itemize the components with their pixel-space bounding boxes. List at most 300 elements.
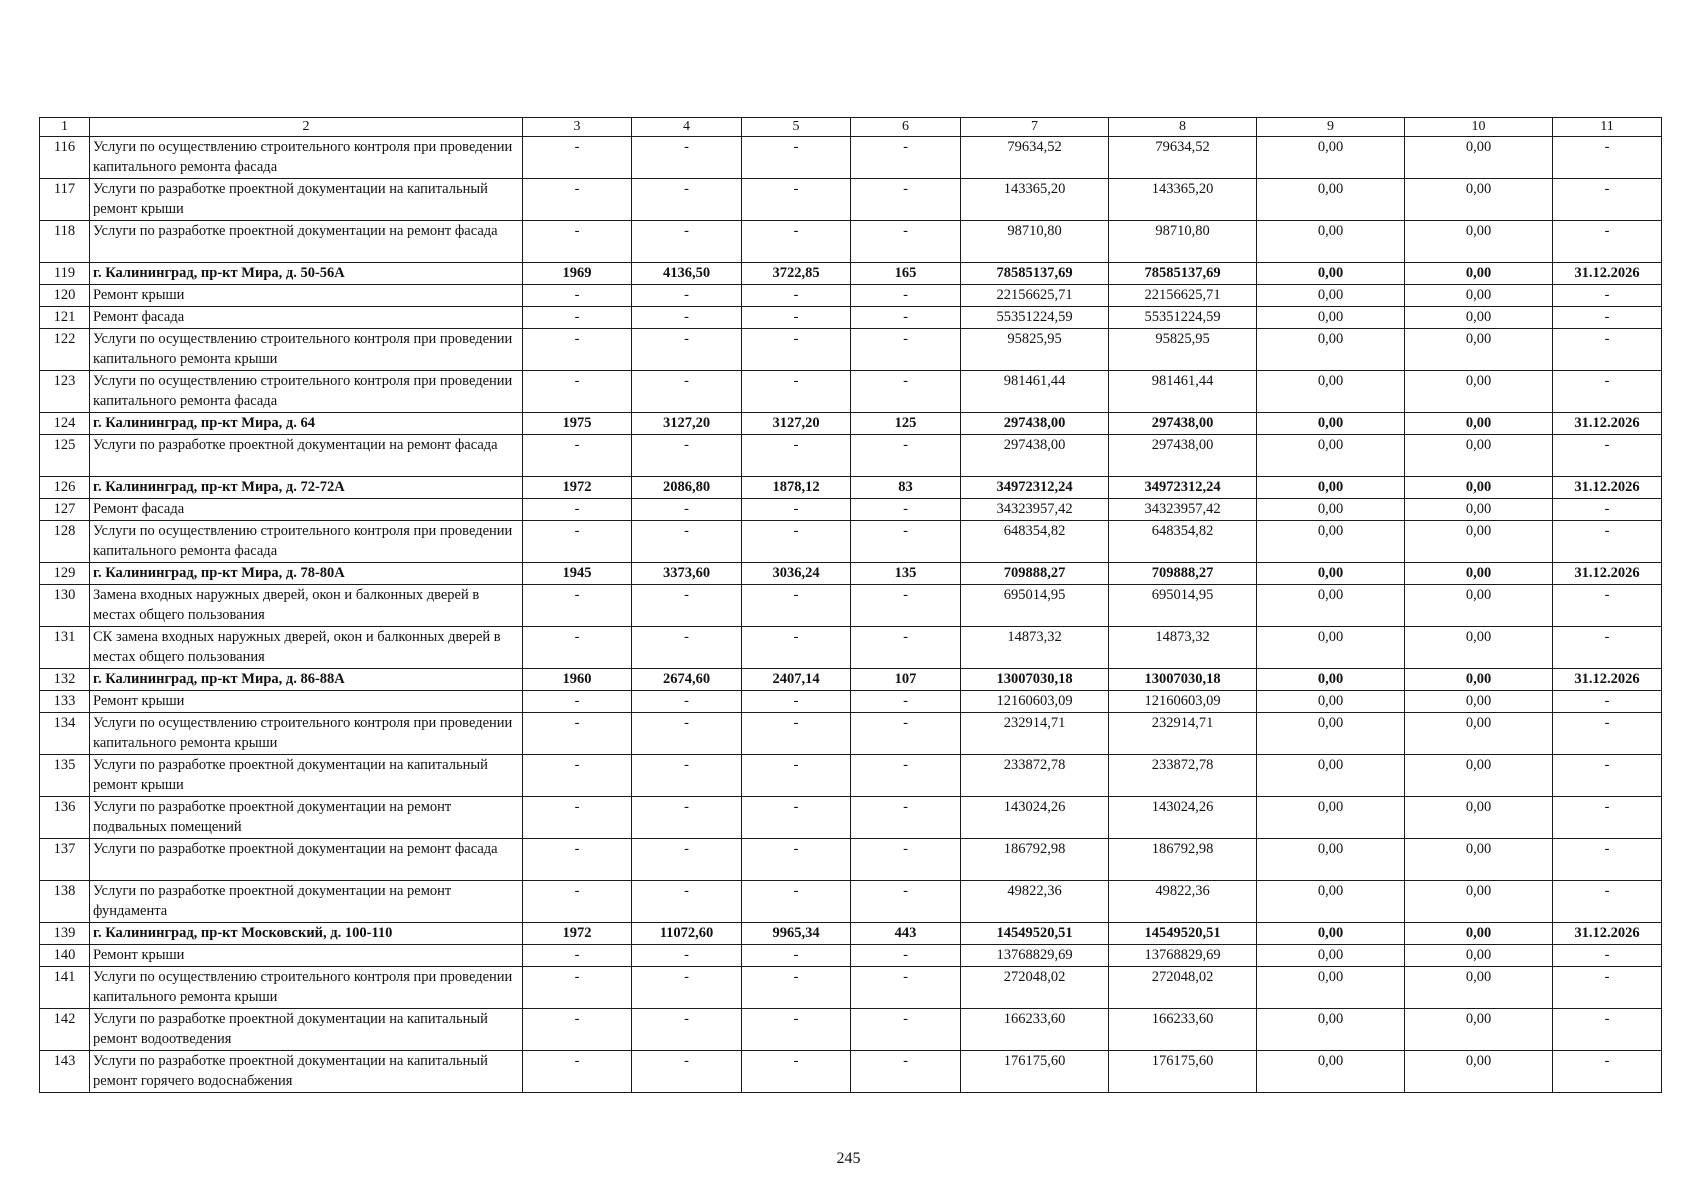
col-3-value: - [523,881,632,923]
column-number-header-row [40,118,1662,137]
col-4-value: - [632,755,742,797]
col-5-value: 3722,85 [742,263,851,285]
col-10-value: 0,00 [1405,563,1553,585]
col-3-value: 1972 [523,923,632,945]
col-4-value: - [632,285,742,307]
row-number: 118 [40,221,90,263]
col-8-value: 297438,00 [1109,413,1257,435]
col-8-value: 143365,20 [1109,179,1257,221]
col-11-value: - [1553,797,1662,839]
col-11-value: 31.12.2026 [1553,669,1662,691]
table-row [40,137,1662,179]
table-row [40,627,1662,669]
col-8-value: 22156625,71 [1109,285,1257,307]
col-6-value: - [851,713,961,755]
col-7-value: 709888,27 [961,563,1109,585]
col-6-value: - [851,839,961,881]
col-11-value: - [1553,945,1662,967]
table-row [40,713,1662,755]
work-name: Услуги по разработке проектной документации на капитальный ремонт горячего водоснабжения [90,1051,523,1093]
col-8-value: 981461,44 [1109,371,1257,413]
col-3-value: - [523,435,632,477]
col-3-value: - [523,839,632,881]
col-11-value: - [1553,691,1662,713]
col-11-value: 31.12.2026 [1553,263,1662,285]
col-10-value: 0,00 [1405,881,1553,923]
col-7-value: 232914,71 [961,713,1109,755]
col-8-value: 297438,00 [1109,435,1257,477]
column-number: 1 [40,118,90,137]
col-7-value: 143365,20 [961,179,1109,221]
work-name: СК замена входных наружных дверей, окон и балконных дверей в местах общего пользования [90,627,523,669]
col-7-value: 34972312,24 [961,477,1109,499]
column-number: 4 [632,118,742,137]
work-name: Услуги по разработке проектной документации на ремонт подвальных помещений [90,797,523,839]
col-5-value: - [742,499,851,521]
row-number: 120 [40,285,90,307]
col-8-value: 14549520,51 [1109,923,1257,945]
row-number: 141 [40,967,90,1009]
column-number: 7 [961,118,1109,137]
col-4-value: - [632,713,742,755]
row-number: 133 [40,691,90,713]
col-5-value: - [742,221,851,263]
col-9-value: 0,00 [1257,1009,1405,1051]
col-3-value: - [523,713,632,755]
col-8-value: 79634,52 [1109,137,1257,179]
work-name: Услуги по осуществлению строительного контроля при проведении капитального ремонта фасада [90,371,523,413]
table-row [40,285,1662,307]
col-10-value: 0,00 [1405,477,1553,499]
work-name: Услуги по осуществлению строительного контроля при проведении капитального ремонта крыши [90,329,523,371]
col-8-value: 98710,80 [1109,221,1257,263]
col-8-value: 34323957,42 [1109,499,1257,521]
col-11-value: - [1553,881,1662,923]
work-name: Ремонт фасада [90,499,523,521]
col-7-value: 13768829,69 [961,945,1109,967]
col-4-value: - [632,797,742,839]
col-3-value: - [523,221,632,263]
col-11-value: 31.12.2026 [1553,563,1662,585]
col-8-value: 695014,95 [1109,585,1257,627]
col-8-value: 13007030,18 [1109,669,1257,691]
col-10-value: 0,00 [1405,307,1553,329]
work-name: Ремонт крыши [90,285,523,307]
col-11-value: - [1553,179,1662,221]
address-row [40,669,1662,691]
col-11-value: - [1553,329,1662,371]
col-6-value: - [851,1009,961,1051]
col-5-value: - [742,967,851,1009]
column-number: 8 [1109,118,1257,137]
col-4-value: - [632,839,742,881]
col-9-value: 0,00 [1257,967,1405,1009]
col-7-value: 186792,98 [961,839,1109,881]
row-number: 121 [40,307,90,329]
col-6-value: - [851,435,961,477]
col-9-value: 0,00 [1257,413,1405,435]
col-5-value: - [742,179,851,221]
col-7-value: 79634,52 [961,137,1109,179]
col-3-value: 1975 [523,413,632,435]
col-5-value: - [742,755,851,797]
table-row [40,499,1662,521]
col-8-value: 49822,36 [1109,881,1257,923]
col-4-value: - [632,1051,742,1093]
table-row [40,691,1662,713]
address-row [40,477,1662,499]
col-4-value: 2674,60 [632,669,742,691]
row-number: 140 [40,945,90,967]
col-3-value: - [523,585,632,627]
col-11-value: - [1553,499,1662,521]
col-6-value: - [851,585,961,627]
col-3-value: - [523,521,632,563]
row-number: 135 [40,755,90,797]
table-row [40,371,1662,413]
col-9-value: 0,00 [1257,1051,1405,1093]
row-number: 119 [40,263,90,285]
col-9-value: 0,00 [1257,563,1405,585]
col-7-value: 14549520,51 [961,923,1109,945]
col-5-value: - [742,945,851,967]
row-number: 138 [40,881,90,923]
col-5-value: - [742,691,851,713]
col-6-value: - [851,691,961,713]
col-8-value: 232914,71 [1109,713,1257,755]
col-11-value: - [1553,1009,1662,1051]
col-9-value: 0,00 [1257,435,1405,477]
col-9-value: 0,00 [1257,329,1405,371]
work-name: г. Калининград, пр-кт Мира, д. 78-80А [90,563,523,585]
col-7-value: 12160603,09 [961,691,1109,713]
col-9-value: 0,00 [1257,691,1405,713]
row-number: 137 [40,839,90,881]
col-10-value: 0,00 [1405,179,1553,221]
row-number: 139 [40,923,90,945]
col-10-value: 0,00 [1405,585,1553,627]
col-9-value: 0,00 [1257,371,1405,413]
work-name: Услуги по разработке проектной документации на капитальный ремонт крыши [90,755,523,797]
col-7-value: 272048,02 [961,967,1109,1009]
col-10-value: 0,00 [1405,627,1553,669]
table-row [40,839,1662,881]
col-6-value: - [851,797,961,839]
col-4-value: - [632,881,742,923]
work-name: Замена входных наружных дверей, окон и балконных дверей в местах общего пользования [90,585,523,627]
col-5-value: - [742,881,851,923]
col-11-value: - [1553,967,1662,1009]
row-number: 129 [40,563,90,585]
col-5-value: - [742,839,851,881]
col-4-value: - [632,435,742,477]
col-11-value: - [1553,1051,1662,1093]
table-row [40,967,1662,1009]
col-10-value: 0,00 [1405,221,1553,263]
col-6-value: - [851,285,961,307]
col-5-value: - [742,329,851,371]
col-10-value: 0,00 [1405,923,1553,945]
col-3-value: - [523,179,632,221]
work-name: г. Калининград, пр-кт Мира, д. 72-72А [90,477,523,499]
col-10-value: 0,00 [1405,1051,1553,1093]
column-number: 2 [90,118,523,137]
row-number: 131 [40,627,90,669]
work-name: Услуги по разработке проектной документации на ремонт фундамента [90,881,523,923]
col-5-value: - [742,435,851,477]
col-4-value: - [632,371,742,413]
col-11-value: - [1553,371,1662,413]
col-7-value: 176175,60 [961,1051,1109,1093]
col-10-value: 0,00 [1405,839,1553,881]
col-9-value: 0,00 [1257,285,1405,307]
col-7-value: 233872,78 [961,755,1109,797]
col-11-value: 31.12.2026 [1553,477,1662,499]
address-row [40,923,1662,945]
work-name: Услуги по разработке проектной документации на капитальный ремонт крыши [90,179,523,221]
col-6-value: - [851,499,961,521]
col-3-value: 1969 [523,263,632,285]
col-5-value: - [742,1009,851,1051]
col-8-value: 14873,32 [1109,627,1257,669]
col-9-value: 0,00 [1257,221,1405,263]
col-7-value: 14873,32 [961,627,1109,669]
work-name: г. Калининград, пр-кт Мира, д. 50-56А [90,263,523,285]
table-row [40,307,1662,329]
column-number: 9 [1257,118,1405,137]
row-number: 143 [40,1051,90,1093]
col-9-value: 0,00 [1257,179,1405,221]
col-4-value: - [632,585,742,627]
col-6-value: 165 [851,263,961,285]
col-6-value: 83 [851,477,961,499]
row-number: 122 [40,329,90,371]
col-9-value: 0,00 [1257,713,1405,755]
col-11-value: - [1553,839,1662,881]
col-5-value: - [742,285,851,307]
col-5-value: 3036,24 [742,563,851,585]
table-row [40,797,1662,839]
col-4-value: - [632,945,742,967]
row-number: 128 [40,521,90,563]
col-4-value: - [632,499,742,521]
col-7-value: 695014,95 [961,585,1109,627]
work-name: Ремонт крыши [90,945,523,967]
col-8-value: 233872,78 [1109,755,1257,797]
col-10-value: 0,00 [1405,371,1553,413]
work-name: Ремонт крыши [90,691,523,713]
col-9-value: 0,00 [1257,755,1405,797]
col-4-value: - [632,627,742,669]
col-10-value: 0,00 [1405,755,1553,797]
table-row [40,521,1662,563]
col-5-value: - [742,1051,851,1093]
work-name: Услуги по осуществлению строительного контроля при проведении капитального ремонта крыши [90,967,523,1009]
col-3-value: 1945 [523,563,632,585]
col-8-value: 709888,27 [1109,563,1257,585]
work-name: Услуги по осуществлению строительного контроля при проведении капитального ремонта фасада [90,521,523,563]
table-row [40,881,1662,923]
col-5-value: - [742,627,851,669]
col-5-value: - [742,137,851,179]
col-7-value: 55351224,59 [961,307,1109,329]
col-7-value: 981461,44 [961,371,1109,413]
work-name: Услуги по осуществлению строительного контроля при проведении капитального ремонта фасада [90,137,523,179]
col-10-value: 0,00 [1405,285,1553,307]
col-4-value: - [632,967,742,1009]
col-11-value: - [1553,221,1662,263]
col-6-value: 107 [851,669,961,691]
col-11-value: - [1553,307,1662,329]
col-3-value: - [523,797,632,839]
address-row [40,413,1662,435]
row-number: 125 [40,435,90,477]
col-4-value: - [632,1009,742,1051]
col-11-value: - [1553,285,1662,307]
column-number: 3 [523,118,632,137]
col-4-value: - [632,137,742,179]
col-10-value: 0,00 [1405,263,1553,285]
col-7-value: 34323957,42 [961,499,1109,521]
table-row [40,435,1662,477]
col-4-value: 11072,60 [632,923,742,945]
col-4-value: - [632,691,742,713]
col-5-value: 3127,20 [742,413,851,435]
col-8-value: 34972312,24 [1109,477,1257,499]
col-7-value: 22156625,71 [961,285,1109,307]
col-5-value: - [742,797,851,839]
col-11-value: - [1553,137,1662,179]
col-9-value: 0,00 [1257,521,1405,563]
col-9-value: 0,00 [1257,499,1405,521]
col-9-value: 0,00 [1257,137,1405,179]
col-10-value: 0,00 [1405,137,1553,179]
row-number: 123 [40,371,90,413]
row-number: 132 [40,669,90,691]
col-8-value: 55351224,59 [1109,307,1257,329]
col-9-value: 0,00 [1257,881,1405,923]
col-10-value: 0,00 [1405,797,1553,839]
column-number: 5 [742,118,851,137]
col-6-value: - [851,755,961,797]
column-number: 10 [1405,118,1553,137]
work-name: Услуги по разработке проектной документации на ремонт фасада [90,435,523,477]
row-number: 136 [40,797,90,839]
col-6-value: - [851,945,961,967]
col-7-value: 297438,00 [961,413,1109,435]
col-3-value: - [523,1009,632,1051]
col-4-value: 2086,80 [632,477,742,499]
col-10-value: 0,00 [1405,1009,1553,1051]
col-5-value: - [742,371,851,413]
row-number: 126 [40,477,90,499]
col-7-value: 13007030,18 [961,669,1109,691]
col-9-value: 0,00 [1257,945,1405,967]
address-row [40,263,1662,285]
col-7-value: 166233,60 [961,1009,1109,1051]
col-7-value: 95825,95 [961,329,1109,371]
works-table [39,117,1662,1093]
work-name: Ремонт фасада [90,307,523,329]
col-4-value: - [632,521,742,563]
col-11-value: - [1553,627,1662,669]
col-10-value: 0,00 [1405,499,1553,521]
row-number: 117 [40,179,90,221]
table-row [40,945,1662,967]
col-10-value: 0,00 [1405,967,1553,1009]
work-name: г. Калининград, пр-кт Московский, д. 100-110 [90,923,523,945]
page-number: 245 [836,1150,861,1167]
row-number: 142 [40,1009,90,1051]
col-9-value: 0,00 [1257,585,1405,627]
col-3-value: - [523,329,632,371]
col-6-value: - [851,137,961,179]
work-name: Услуги по осуществлению строительного контроля при проведении капитального ремонта крыши [90,713,523,755]
col-8-value: 13768829,69 [1109,945,1257,967]
col-4-value: - [632,179,742,221]
work-name: Услуги по разработке проектной документации на капитальный ремонт водоотведения [90,1009,523,1051]
col-6-value: 135 [851,563,961,585]
table-row [40,179,1662,221]
col-8-value: 143024,26 [1109,797,1257,839]
column-number: 11 [1553,118,1662,137]
col-5-value: 2407,14 [742,669,851,691]
col-5-value: - [742,521,851,563]
col-10-value: 0,00 [1405,413,1553,435]
col-4-value: 4136,50 [632,263,742,285]
col-4-value: 3127,20 [632,413,742,435]
col-8-value: 272048,02 [1109,967,1257,1009]
col-5-value: - [742,713,851,755]
col-6-value: 125 [851,413,961,435]
col-11-value: - [1553,585,1662,627]
col-8-value: 166233,60 [1109,1009,1257,1051]
col-11-value: 31.12.2026 [1553,413,1662,435]
col-6-value: - [851,371,961,413]
col-10-value: 0,00 [1405,521,1553,563]
col-3-value: - [523,967,632,1009]
col-10-value: 0,00 [1405,713,1553,755]
col-11-value: - [1553,435,1662,477]
col-8-value: 176175,60 [1109,1051,1257,1093]
col-9-value: 0,00 [1257,839,1405,881]
col-5-value: 1878,12 [742,477,851,499]
col-6-value: - [851,307,961,329]
row-number: 124 [40,413,90,435]
col-6-value: - [851,881,961,923]
work-name: Услуги по разработке проектной документации на ремонт фасада [90,839,523,881]
col-6-value: - [851,627,961,669]
col-3-value: - [523,627,632,669]
col-6-value: - [851,221,961,263]
col-8-value: 186792,98 [1109,839,1257,881]
col-6-value: 443 [851,923,961,945]
table-row [40,1009,1662,1051]
col-11-value: 31.12.2026 [1553,923,1662,945]
col-7-value: 98710,80 [961,221,1109,263]
column-number: 6 [851,118,961,137]
col-5-value: 9965,34 [742,923,851,945]
col-4-value: - [632,221,742,263]
col-11-value: - [1553,713,1662,755]
row-number: 116 [40,137,90,179]
col-6-value: - [851,179,961,221]
col-7-value: 143024,26 [961,797,1109,839]
col-7-value: 648354,82 [961,521,1109,563]
col-3-value: - [523,307,632,329]
address-row [40,563,1662,585]
col-3-value: - [523,371,632,413]
